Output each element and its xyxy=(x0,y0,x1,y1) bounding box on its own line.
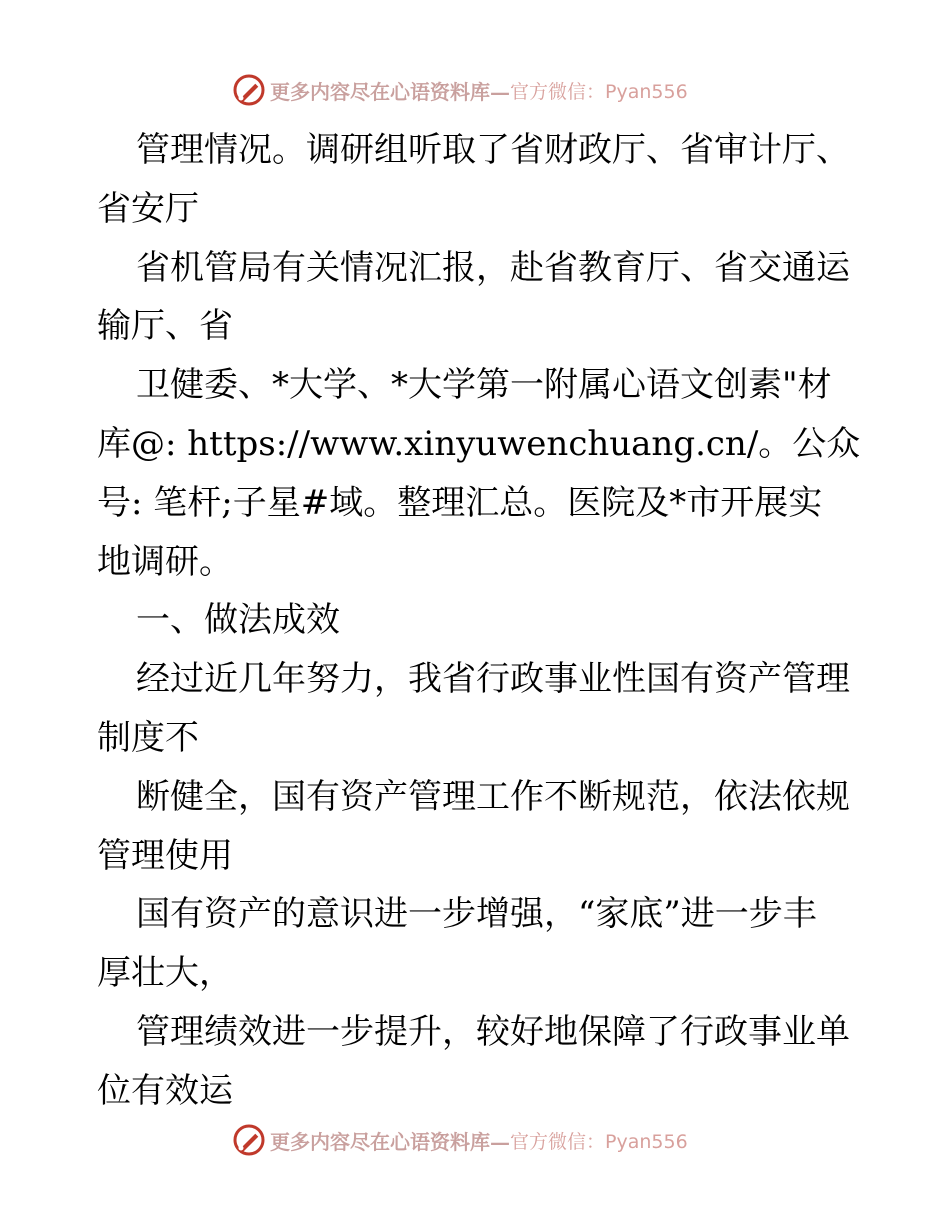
watermark-wechat-text: 官方微信：Pyan556 xyxy=(510,1130,688,1153)
text-line: 地调研。 xyxy=(97,541,233,582)
watermark-brand-text: 更多内容尽在心语资料库— xyxy=(270,79,510,104)
document-body xyxy=(97,121,867,1121)
section-heading: 一、做法成效 xyxy=(136,600,340,641)
text-line: 断健全，国有资产管理工作不断规范，依法依规 xyxy=(136,776,850,817)
text-line: 卫健委、*大学、*大学第一附属心语文创素"材 xyxy=(136,365,832,406)
watermark-wechat-text: 官方微信：Pyan556 xyxy=(510,80,688,103)
text-line: 省安厅 xyxy=(97,188,199,229)
brush-pen-icon xyxy=(232,1123,266,1157)
footer-watermark xyxy=(232,1122,688,1158)
text-line: 省机管局有关情况汇报，赴省教育厅、省交通运 xyxy=(136,247,850,288)
text-line: 号: 笔杆;子星#域。整理汇总。医院及*市开展实 xyxy=(97,482,823,523)
text-line: 库@: https://www.xinyuwenchuang.cn/。公众 xyxy=(97,423,861,464)
text-line: 管理绩效进一步提升，较好地保障了行政事业单 xyxy=(136,1011,850,1052)
text-line: 管理情况。调研组听取了省财政厅、省审计厅、 xyxy=(136,130,850,170)
text-line: 输厅、省 xyxy=(97,306,233,347)
text-line: 管理使用 xyxy=(97,835,233,876)
text-line: 位有效运 xyxy=(97,1070,233,1111)
watermark-brand-text: 更多内容尽在心语资料库— xyxy=(270,1129,510,1154)
text-line: 厚壮大， xyxy=(97,953,233,994)
text-line: 经过近几年努力，我省行政事业性国有资产管理 xyxy=(136,659,850,700)
text-line: 国有资产的意识进一步增强，“家底”进一步丰 xyxy=(136,894,817,935)
header-watermark xyxy=(232,72,688,108)
text-line: 制度不 xyxy=(97,717,199,758)
brush-pen-icon xyxy=(232,73,266,107)
